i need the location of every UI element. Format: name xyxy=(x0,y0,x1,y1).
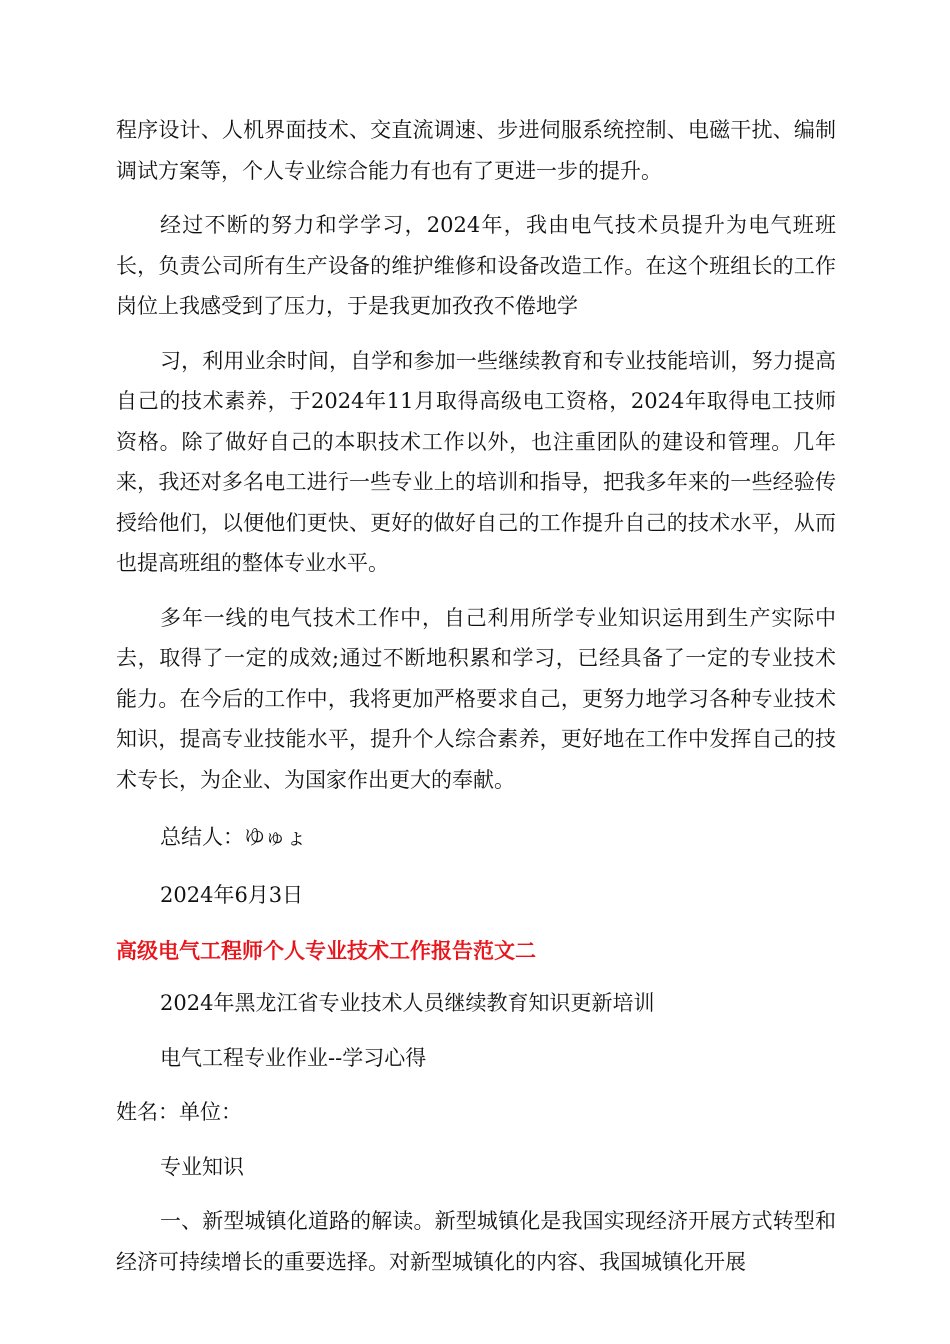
paragraph-summary: 多年一线的电气技术工作中，自己利用所学专业知识运用到生产实际中去，取得了一定的成效;通过不断地积累和学习，已经具备了一定的专业技术能力。在今后的工作中，我将更加严格要求自己，更努力地学习各种专业技术知识，提高专业技能水平，提升个人综合素养，更好地在工作中发挥自己的技术专长，为企业、为国家作出更大的奉献。 xyxy=(116,605,836,792)
paragraph-promotion: 经过不断的努力和学学习，2024年，我由电气技术员提升为电气班班长，负责公司所有生产设备的维护维修和设备改造工作。在这个班组长的工作岗位上我感受到了压力，于是我更加孜孜不倦地学 xyxy=(116,213,836,318)
date-line: 2024年6月3日 xyxy=(160,882,304,907)
section-heading: 高级电气工程师个人专业技术工作报告范文二 xyxy=(116,939,536,963)
training-title-line: 2024年黑龙江省专业技术人员继续教育知识更新培训 xyxy=(160,991,655,1015)
subsection-title: 专业知识 xyxy=(160,1154,244,1179)
paragraph-study: 习，利用业余时间，自学和参加一些继续教育和专业技能培训，努力提高自己的技术素养，于2024年11月取得高级电工资格，2024年取得电工技师资格。除了做好自己的本职技术工作以外，也注重团队的建设和管理。几年来，我还对多名电工进行一些专业上的培训和指导，把我多年来的一些经验传授给他们，以便他们更快、更好的做好自己的工作提升自己的技术水平，从而也提高班组的整体专业水平。 xyxy=(116,348,836,575)
assignment-title-line: 电气工程专业作业--学习心得 xyxy=(160,1045,427,1070)
name-unit-line: 姓名：单位： xyxy=(116,1100,242,1124)
paragraph-urbanization: 一、新型城镇化道路的解读。新型城镇化是我国实现经济开展方式转型和经济可持续增长的重要选择。对新型城镇化的内容、我国城镇化开展 xyxy=(116,1209,836,1274)
document-body xyxy=(116,110,836,1282)
signature-line: 总结人：ゆゅょ xyxy=(160,825,307,849)
paragraph-skills: 程序设计、人机界面技术、交直流调速、步进伺服系统控制、电磁干扰、编制调试方案等，个人专业综合能力有也有了更进一步的提升。 xyxy=(116,118,836,183)
